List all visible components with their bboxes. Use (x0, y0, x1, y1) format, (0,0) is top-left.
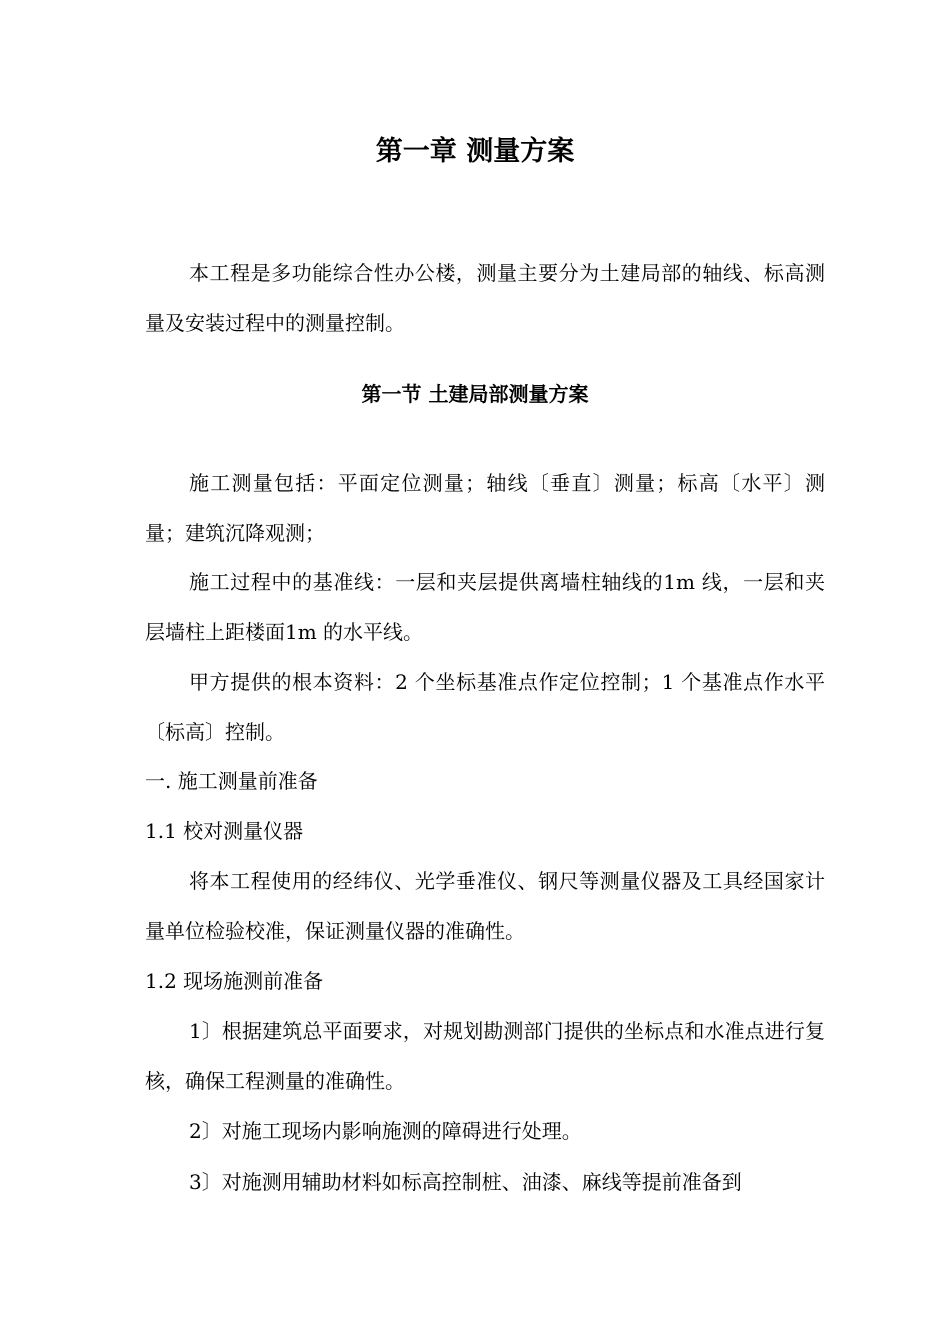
intro-paragraph: 本工程是多功能综合性办公楼，测量主要分为土建局部的轴线、标高测量及安装过程中的测量控制。 (145, 261, 825, 335)
list-item-1: 1〕根据建筑总平面要求，对规划勘测部门提供的坐标点和水准点进行复核，确保工程测量的准确性。 (145, 1019, 825, 1093)
section-title: 第一节 土建局部测量方案 (361, 382, 589, 406)
calibration-paragraph: 将本工程使用的经纬仪、光学垂准仪、钢尺等测量仪器及工具经国家计量单位检验校准，保证测量仪器的准确性。 (145, 869, 825, 943)
baseline-paragraph: 施工过程中的基准线：一层和夹层提供离墙柱轴线的1m 线，一层和夹层墙柱上距楼面1m 的水平线。 (145, 570, 825, 644)
survey-scope-paragraph: 施工测量包括：平面定位测量；轴线〔垂直〕测量；标高〔水平〕测量；建筑沉降观测； (145, 471, 825, 545)
chapter-title: 第一章 测量方案 (375, 136, 575, 167)
list-item-3: 3〕对施测用辅助材料如标高控制桩、油漆、麻线等提前准备到 (189, 1170, 742, 1194)
heading-preparation: 一. 施工测量前准备 (145, 769, 318, 793)
owner-data-paragraph: 甲方提供的根本资料：2 个坐标基准点作定位控制；1 个基准点作水平〔标高〕控制。 (145, 670, 825, 744)
heading-calibrate-instruments: 1.1 校对测量仪器 (145, 819, 304, 843)
list-item-2: 2〕对施工现场内影响施测的障碍进行处理。 (189, 1119, 582, 1143)
heading-site-preparation: 1.2 现场施测前准备 (145, 969, 324, 993)
